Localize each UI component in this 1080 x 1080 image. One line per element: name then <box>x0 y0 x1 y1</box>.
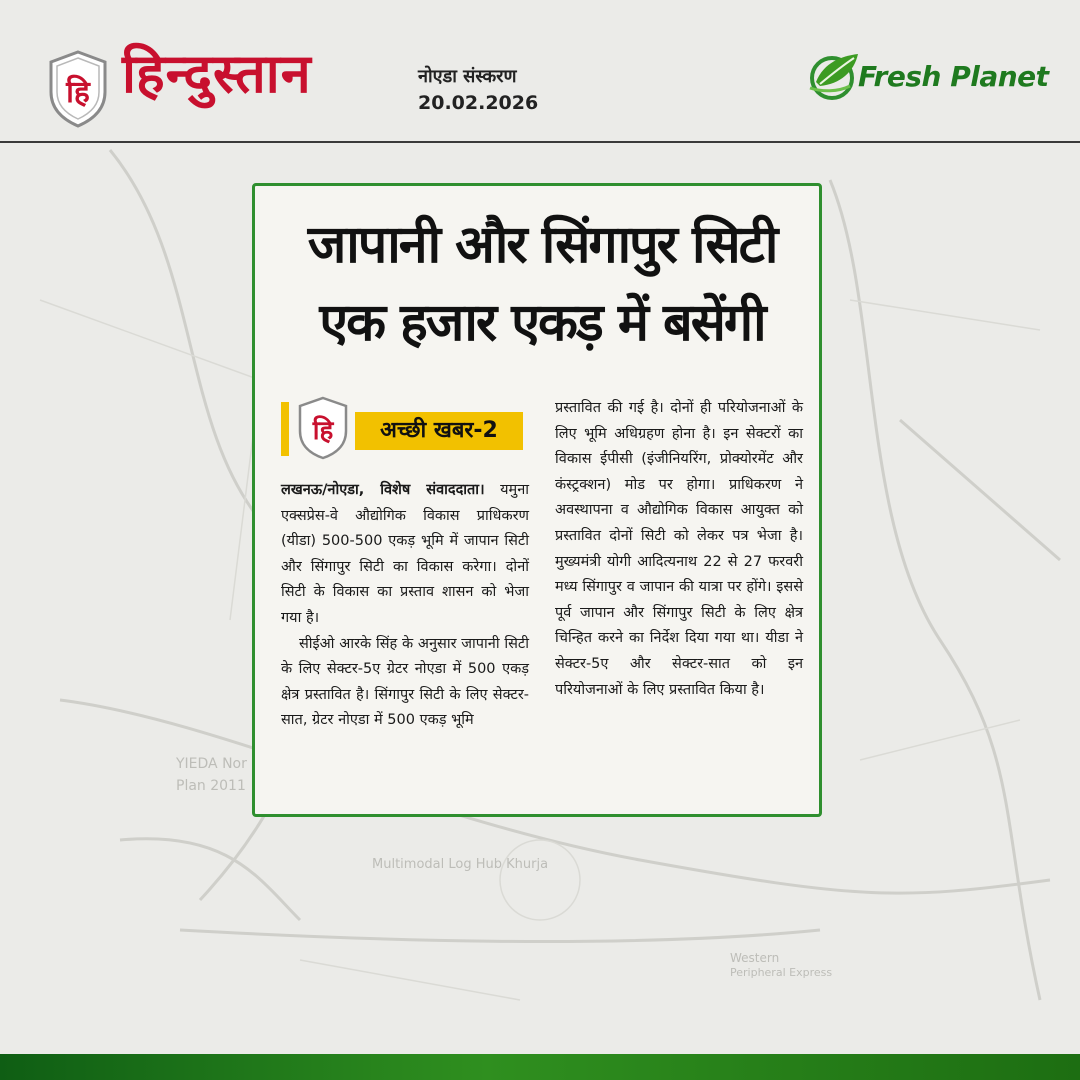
article-paragraph: सीईओ आरके सिंह के अनुसार जापानी सिटी के लिए सेक्टर-5ए ग्रेटर नोएडा में 500 एकड़ क्षेत्र प्रस्तावित है। सिंगापुर सिटी के लिए सेक्टर-सात, ग्रेटर नोएडा में 500 एकड़ भूमि <box>281 635 529 729</box>
tag-accent-bar <box>281 402 289 456</box>
leaf-logo-icon <box>806 48 862 104</box>
article-paragraph: प्रस्तावित की गई है। दोनों ही परियोजनाओं के लिए भूमि अधिग्रहण होना है। इन सेक्टरों का विकास ईपीसी (इंजीनियरिंग, प्रोक्योरमेंट और कंस्ट्रक्शन) मोड पर होगा। प्राधिकरण ने अवस्थापना व औद्योगिक विकास आयुक्त को प्रस्तावित दोनों सिटी को लेकर पत्र भेजा है। मुख्यमंत्री योगी आदित्यनाथ 22 से 27 फरवरी मध्य सिंगापुर व जापान की यात्रा पर होंगे। इससे पूर्व जापान और सिंगापुर सिटी के लिए क्षेत्र चिन्हित करने का निर्देश दिया गया था। यीडा ने सेक्टर-5ए और सेक्टर-सात को इन परियोजनाओं के लिए प्रस्तावित किया है। <box>555 400 803 698</box>
article-column-2 <box>555 396 803 703</box>
hindustan-logo-shield <box>48 50 108 128</box>
news-clipping <box>252 183 822 817</box>
brand-name: Fresh Planet <box>858 60 1049 93</box>
article-paragraph: यमुना एक्सप्रेस-वे औद्योगिक विकास प्राधिकरण (यीडा) 500-500 एकड़ भूमि में जापान सिटी और सिंगापुर सिटी का विकास करेगा। दोनों सिटी के विकास का प्रस्ताव शासन को भेजा गया है। <box>281 482 529 626</box>
headline-line-1: जापानी और सिंगापुर सिटी <box>307 215 777 275</box>
edition-date: 20.02.2026 <box>418 92 539 114</box>
headline-line-2: एक हजार एकड़ में बसेंगी <box>319 293 765 353</box>
good-news-tag <box>281 396 527 462</box>
article-column-1 <box>281 478 529 734</box>
hindustan-shield-icon <box>297 396 349 460</box>
logo-glyph: हि <box>66 75 90 110</box>
article-dateline: लखनऊ/नोएडा, विशेष संवाददाता। <box>281 482 485 498</box>
map-label: Plan 2011 <box>176 778 246 794</box>
tag-label: अच्छी खबर-2 <box>355 412 523 450</box>
edition-label: नोएडा संस्करण <box>418 66 517 87</box>
map-label: Western <box>730 951 780 965</box>
map-label: Multimodal Log Hub Khurja <box>372 857 549 872</box>
footer-bar <box>0 1054 1080 1080</box>
tag-glyph: हि <box>312 416 334 446</box>
map-label: YIEDA Nor <box>176 756 247 772</box>
newspaper-name: हिन्दुस्तान <box>122 41 312 105</box>
page-header <box>0 0 1080 142</box>
fresh-planet-logo <box>806 46 1056 106</box>
header-divider <box>0 141 1080 143</box>
article-headline <box>277 206 807 362</box>
map-label: Peripheral Express <box>730 966 833 979</box>
